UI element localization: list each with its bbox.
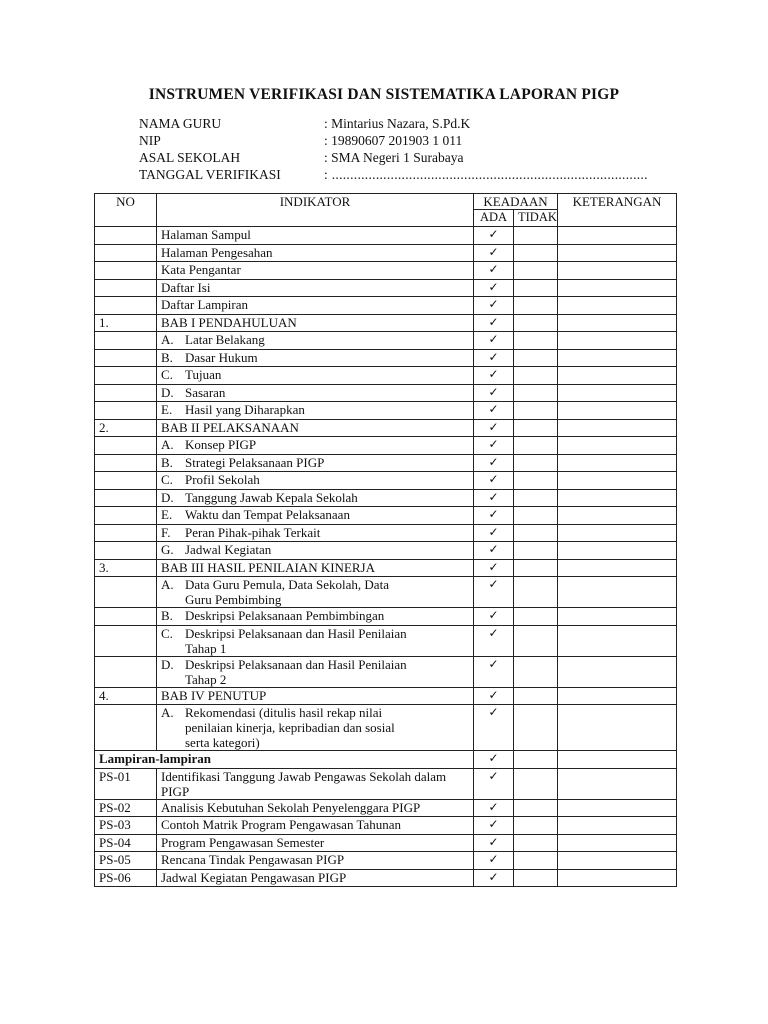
row-number [95, 262, 157, 280]
info-value: : ...................................................................................... [324, 167, 648, 182]
row-text: Tujuan [185, 367, 222, 382]
check-ada: ✓ [474, 402, 514, 420]
row-number [95, 244, 157, 262]
check-ada: ✓ [474, 625, 514, 656]
keterangan-cell [558, 472, 677, 490]
keterangan-cell [558, 542, 677, 560]
table-row [95, 262, 677, 280]
table-row [95, 577, 677, 608]
check-tidak [514, 349, 558, 367]
lampiran-code: PS-02 [95, 799, 157, 817]
row-text: Dasar Hukum [185, 349, 258, 365]
row-text: Profil Sekolah [185, 472, 260, 487]
row-number: 1. [95, 314, 157, 332]
keterangan-cell [558, 314, 677, 332]
lampiran-text: Identifikasi Tanggung Jawab Pengawas Sekolah dalam PIGP [157, 768, 474, 799]
table-row [95, 332, 677, 350]
check-tidak [514, 384, 558, 402]
lampiran-row [95, 799, 677, 817]
check-ada: ✓ [474, 332, 514, 350]
keterangan-cell [558, 402, 677, 420]
row-number [95, 625, 157, 656]
table-row [95, 489, 677, 507]
check-ada: ✓ [474, 279, 514, 297]
check-ada: ✓ [474, 768, 514, 799]
row-number [95, 608, 157, 626]
row-letter: D. [161, 489, 174, 505]
check-tidak [514, 227, 558, 245]
check-tidak [514, 869, 558, 887]
check-tidak [514, 367, 558, 385]
check-ada: ✓ [474, 437, 514, 455]
row-letter: E. [161, 507, 173, 522]
row-number [95, 705, 157, 751]
check-ada: ✓ [474, 314, 514, 332]
lampiran-code: PS-03 [95, 817, 157, 835]
table-row [95, 437, 677, 455]
row-text: Jadwal Kegiatan [185, 542, 272, 557]
table-row [95, 297, 677, 315]
row-indikator [157, 625, 474, 656]
row-number [95, 507, 157, 525]
row-number [95, 227, 157, 245]
row-number [95, 332, 157, 350]
row-number [95, 472, 157, 490]
check-tidak [514, 577, 558, 608]
check-tidak [514, 852, 558, 870]
row-number: 3. [95, 559, 157, 577]
check-ada: ✓ [474, 542, 514, 560]
check-tidak [514, 799, 558, 817]
keterangan-cell [558, 817, 677, 835]
check-ada: ✓ [474, 834, 514, 852]
keterangan-cell [558, 297, 677, 315]
keterangan-cell [558, 227, 677, 245]
row-indikator [157, 577, 474, 608]
check-tidak [514, 454, 558, 472]
check-ada: ✓ [474, 524, 514, 542]
verification-table [94, 193, 677, 887]
header-ada: ADA [474, 210, 514, 227]
row-text: Rekomendasi (ditulis hasil rekap nilai penilaian kinerja, kepribadian dan sosial serta kategori) [185, 705, 395, 750]
check-tidak [514, 751, 558, 769]
keterangan-cell [558, 279, 677, 297]
row-text: Hasil yang Diharapkan [185, 402, 305, 417]
lampiran-text: Contoh Matrik Program Pengawasan Tahunan [157, 817, 474, 835]
row-letter: F. [161, 524, 171, 540]
table-row [95, 349, 677, 367]
lampiran-text: Analisis Kebutuhan Sekolah Penyelenggara PIGP [157, 799, 474, 817]
lampiran-code: PS-06 [95, 869, 157, 887]
row-letter: C. [161, 472, 173, 487]
info-label: TANGGAL VERIFIKASI [139, 167, 281, 182]
check-ada: ✓ [474, 656, 514, 687]
check-ada: ✓ [474, 262, 514, 280]
check-tidak [514, 332, 558, 350]
row-indikator [157, 349, 474, 367]
keterangan-cell [558, 489, 677, 507]
row-indikator [157, 454, 474, 472]
check-tidak [514, 524, 558, 542]
keterangan-cell [558, 799, 677, 817]
keterangan-cell [558, 608, 677, 626]
row-number [95, 367, 157, 385]
row-number [95, 279, 157, 297]
row-indikator [157, 332, 474, 350]
row-indikator: BAB III HASIL PENILAIAN KINERJA [157, 559, 474, 577]
row-number [95, 437, 157, 455]
row-indikator: Daftar Isi [157, 279, 474, 297]
table-row [95, 625, 677, 656]
check-tidak [514, 705, 558, 751]
row-indikator: BAB II PELAKSANAAN [157, 419, 474, 437]
table-row [95, 367, 677, 385]
check-tidak [514, 817, 558, 835]
row-text: Strategi Pelaksanaan PIGP [185, 454, 325, 470]
row-number [95, 524, 157, 542]
row-indikator [157, 656, 474, 687]
info-label: ASAL SEKOLAH [139, 150, 241, 165]
row-number: 4. [95, 687, 157, 705]
check-tidak [514, 297, 558, 315]
check-ada: ✓ [474, 705, 514, 751]
lampiran-code: PS-05 [95, 852, 157, 870]
row-indikator: Halaman Sampul [157, 227, 474, 245]
row-letter: E. [161, 402, 173, 417]
row-letter: B. [161, 349, 173, 365]
table-row [95, 507, 677, 525]
lampiran-header-row [95, 751, 677, 769]
row-text: Latar Belakang [185, 332, 265, 347]
row-number [95, 656, 157, 687]
row-number [95, 454, 157, 472]
row-letter: D. [161, 384, 174, 400]
row-text: Deskripsi Pelaksanaan dan Hasil Penilaian Tahap 2 [185, 656, 407, 687]
check-ada: ✓ [474, 297, 514, 315]
row-letter: C. [161, 367, 173, 382]
check-tidak [514, 419, 558, 437]
info-row [139, 149, 648, 166]
table-row [95, 472, 677, 490]
keterangan-cell [558, 244, 677, 262]
lampiran-row [95, 852, 677, 870]
table-row [95, 705, 677, 751]
keterangan-cell [558, 852, 677, 870]
info-row [139, 132, 648, 149]
row-letter: B. [161, 608, 173, 623]
check-tidak [514, 834, 558, 852]
row-text: Konsep PIGP [185, 437, 257, 452]
keterangan-cell [558, 454, 677, 472]
check-ada: ✓ [474, 852, 514, 870]
keterangan-cell [558, 687, 677, 705]
table-header-row [95, 194, 677, 210]
info-value: : Mintarius Nazara, S.Pd.K [324, 116, 471, 131]
check-ada: ✓ [474, 608, 514, 626]
check-ada: ✓ [474, 244, 514, 262]
row-indikator: Kata Pengantar [157, 262, 474, 280]
info-row [139, 115, 648, 132]
check-ada: ✓ [474, 817, 514, 835]
row-text: Deskripsi Pelaksanaan Pembimbingan [185, 608, 385, 623]
check-ada: ✓ [474, 751, 514, 769]
lampiran-text: Program Pengawasan Semester [157, 834, 474, 852]
check-tidak [514, 507, 558, 525]
keterangan-cell [558, 419, 677, 437]
table-row [95, 279, 677, 297]
table-row [95, 542, 677, 560]
check-ada: ✓ [474, 472, 514, 490]
check-ada: ✓ [474, 507, 514, 525]
row-letter: D. [161, 656, 174, 672]
check-tidak [514, 625, 558, 656]
table-row [95, 559, 677, 577]
row-letter: B. [161, 454, 173, 470]
check-tidak [514, 244, 558, 262]
table-row [95, 608, 677, 626]
info-value: : SMA Negeri 1 Surabaya [324, 150, 464, 165]
header-keadaan: KEADAAN [474, 194, 558, 210]
row-indikator [157, 489, 474, 507]
check-ada: ✓ [474, 687, 514, 705]
row-text: Data Guru Pemula, Data Sekolah, Data Guru Pembimbing [185, 577, 389, 607]
row-indikator [157, 367, 474, 385]
check-tidak [514, 687, 558, 705]
table-row [95, 524, 677, 542]
table-row [95, 419, 677, 437]
keterangan-cell [558, 625, 677, 656]
keterangan-cell [558, 524, 677, 542]
check-ada: ✓ [474, 577, 514, 608]
check-tidak [514, 402, 558, 420]
check-tidak [514, 437, 558, 455]
row-letter: A. [161, 437, 174, 452]
table-row [95, 656, 677, 687]
keterangan-cell [558, 437, 677, 455]
check-tidak [514, 559, 558, 577]
info-label: NIP [139, 133, 161, 148]
keterangan-cell [558, 262, 677, 280]
table-row [95, 454, 677, 472]
lampiran-row [95, 869, 677, 887]
row-text: Waktu dan Tempat Pelaksanaan [185, 507, 350, 522]
row-indikator [157, 472, 474, 490]
document-title: INSTRUMEN VERIFIKASI DAN SISTEMATIKA LAPORAN PIGP [148, 86, 620, 103]
check-ada: ✓ [474, 349, 514, 367]
check-ada: ✓ [474, 367, 514, 385]
lampiran-code: PS-04 [95, 834, 157, 852]
keterangan-cell [558, 656, 677, 687]
keterangan-cell [558, 332, 677, 350]
check-ada: ✓ [474, 869, 514, 887]
table-row [95, 402, 677, 420]
row-letter: G. [161, 542, 174, 557]
keterangan-cell [558, 384, 677, 402]
keterangan-cell [558, 869, 677, 887]
check-ada: ✓ [474, 799, 514, 817]
info-row [139, 166, 648, 183]
row-number [95, 384, 157, 402]
check-tidak [514, 768, 558, 799]
row-indikator: Daftar Lampiran [157, 297, 474, 315]
check-tidak [514, 262, 558, 280]
keterangan-cell [558, 507, 677, 525]
table-row [95, 687, 677, 705]
keterangan-cell [558, 834, 677, 852]
row-number: 2. [95, 419, 157, 437]
header-keterangan: KETERANGAN [558, 194, 677, 227]
row-text: Tanggung Jawab Kepala Sekolah [185, 489, 358, 505]
keterangan-cell [558, 559, 677, 577]
keterangan-cell [558, 349, 677, 367]
check-ada: ✓ [474, 419, 514, 437]
row-number [95, 297, 157, 315]
teacher-info [139, 115, 648, 183]
row-letter: C. [161, 625, 173, 641]
keterangan-cell [558, 705, 677, 751]
row-number [95, 577, 157, 608]
row-text: Peran Pihak-pihak Terkait [185, 524, 321, 540]
row-indikator [157, 402, 474, 420]
row-indikator [157, 705, 474, 751]
row-indikator: Halaman Pengesahan [157, 244, 474, 262]
lampiran-text: Rencana Tindak Pengawasan PIGP [157, 852, 474, 870]
check-ada: ✓ [474, 454, 514, 472]
header-no: NO [95, 194, 157, 227]
check-ada: ✓ [474, 489, 514, 507]
row-indikator [157, 542, 474, 560]
row-letter: A. [161, 577, 174, 592]
row-number [95, 349, 157, 367]
row-number [95, 402, 157, 420]
check-tidak [514, 489, 558, 507]
row-indikator [157, 507, 474, 525]
check-ada: ✓ [474, 227, 514, 245]
table-row [95, 384, 677, 402]
row-text: Deskripsi Pelaksanaan dan Hasil Penilaian Tahap 1 [185, 625, 407, 656]
check-ada: ✓ [474, 384, 514, 402]
lampiran-row [95, 817, 677, 835]
check-tidak [514, 542, 558, 560]
check-tidak [514, 279, 558, 297]
row-indikator: BAB I PENDAHULUAN [157, 314, 474, 332]
keterangan-cell [558, 367, 677, 385]
lampiran-row [95, 834, 677, 852]
check-tidak [514, 472, 558, 490]
keterangan-cell [558, 577, 677, 608]
row-indikator [157, 608, 474, 626]
row-text: Sasaran [185, 384, 226, 400]
table-row [95, 314, 677, 332]
row-indikator [157, 437, 474, 455]
row-indikator [157, 524, 474, 542]
row-indikator [157, 384, 474, 402]
table-row [95, 244, 677, 262]
keterangan-cell [558, 768, 677, 799]
lampiran-label: Lampiran-lampiran [95, 751, 474, 769]
table-row [95, 227, 677, 245]
row-indikator: BAB IV PENUTUP [157, 687, 474, 705]
lampiran-code: PS-01 [95, 768, 157, 799]
lampiran-text: Jadwal Kegiatan Pengawasan PIGP [157, 869, 474, 887]
keterangan-cell [558, 751, 677, 769]
row-number [95, 489, 157, 507]
lampiran-row [95, 768, 677, 799]
row-number [95, 542, 157, 560]
check-tidak [514, 314, 558, 332]
check-ada: ✓ [474, 559, 514, 577]
header-tidak: TIDAK [514, 210, 558, 227]
row-letter: A. [161, 705, 174, 720]
check-tidak [514, 608, 558, 626]
row-letter: A. [161, 332, 174, 347]
check-tidak [514, 656, 558, 687]
header-indikator: INDIKATOR [157, 194, 474, 227]
info-label: NAMA GURU [139, 116, 222, 131]
info-value: : 19890607 201903 1 011 [324, 133, 463, 148]
